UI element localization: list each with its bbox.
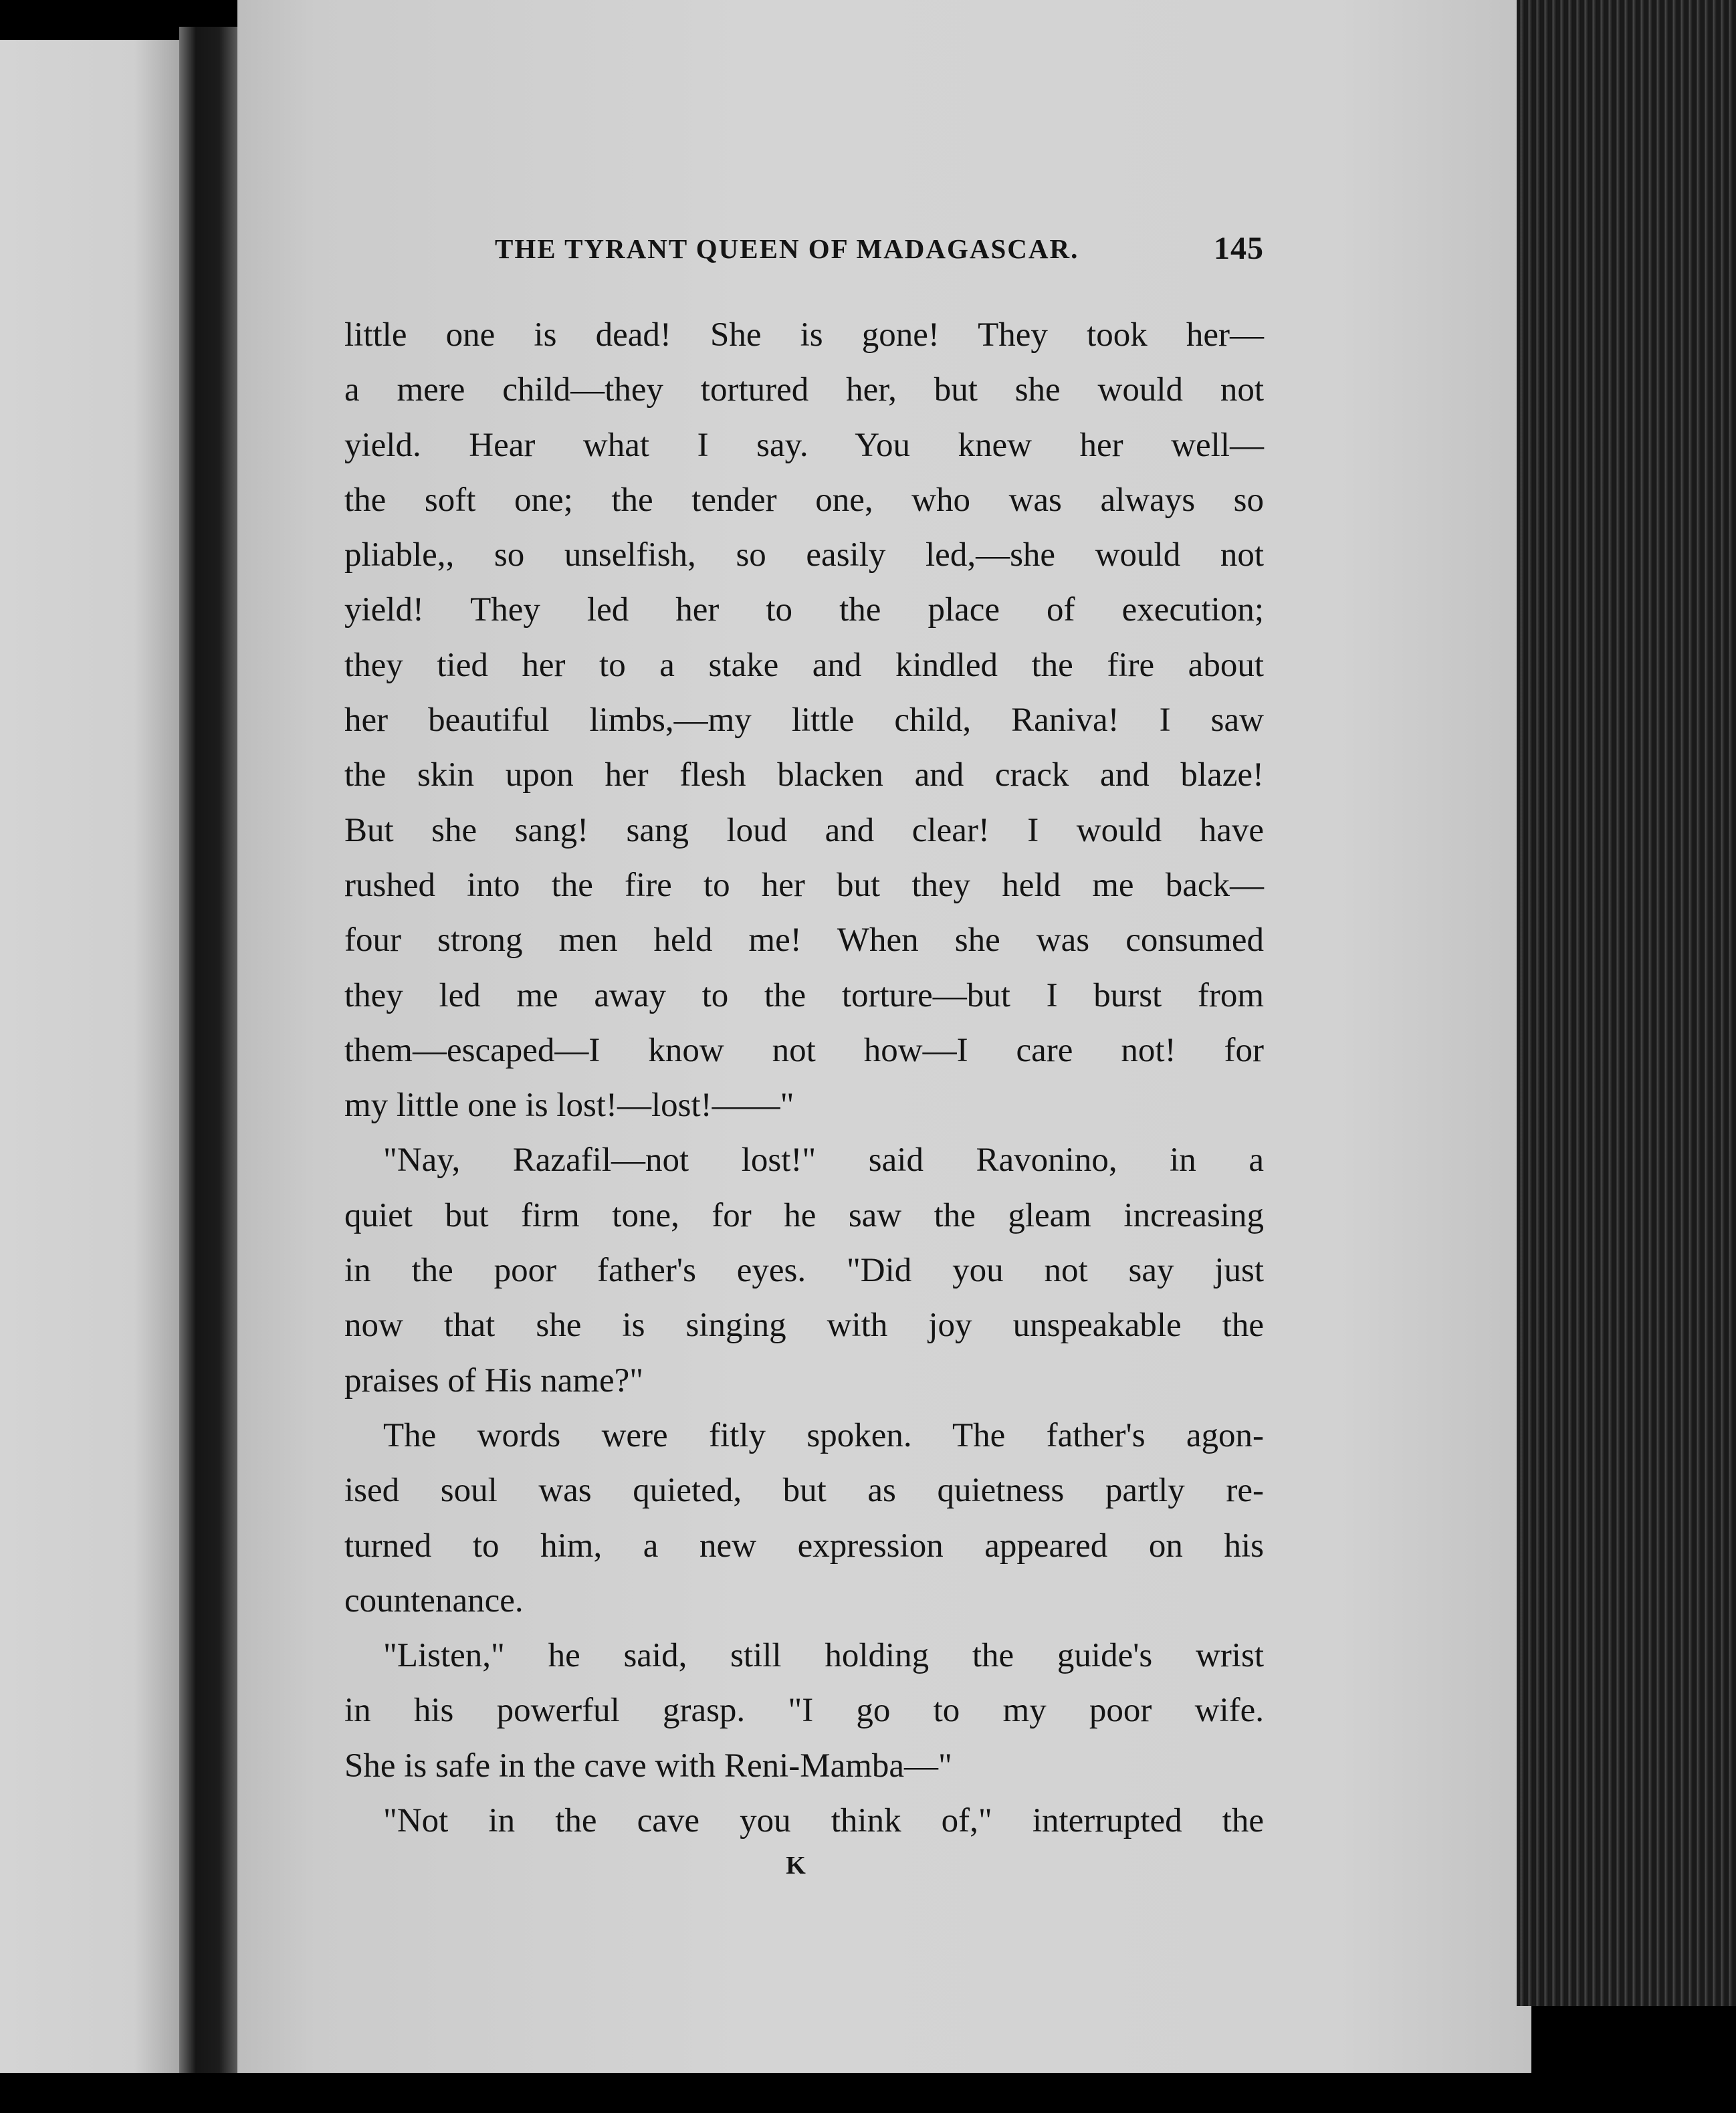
page-header: [495, 229, 1264, 269]
body-text: [344, 308, 1264, 1848]
text-line: they led me away to the torture—but I burst from: [344, 976, 1264, 1014]
text-line: pliable,, so unselfish, so easily led,—she would not: [344, 536, 1264, 574]
text-line: turned to him, a new expression appeared on his: [344, 1527, 1264, 1565]
running-title: THE TYRANT QUEEN OF MADAGASCAR.: [495, 233, 1079, 264]
text-line: quiet but firm tone, for he saw the gleam increasing: [344, 1196, 1264, 1234]
text-line: yield. Hear what I say. You knew her well—: [344, 426, 1264, 464]
signature-mark: K: [786, 1852, 806, 1880]
text-line: "Listen," he said, still holding the guide's wrist: [383, 1637, 1264, 1675]
page-edges: [1517, 0, 1736, 2006]
text-line: countenance.: [344, 1581, 524, 1620]
text-line: She is safe in the cave with Reni-Mamba—": [344, 1747, 952, 1785]
text-line: now that she is singing with joy unspeakable the: [344, 1307, 1264, 1345]
text-line: praises of His name?": [344, 1361, 644, 1400]
left-page: [0, 40, 179, 2073]
text-line: my little one is lost!—lost!——": [344, 1087, 794, 1125]
book-gutter: [179, 27, 246, 2086]
text-line: in his powerful grasp. "I go to my poor wife.: [344, 1692, 1264, 1730]
text-line: the skin upon her flesh blacken and crack and blaze!: [344, 756, 1264, 794]
text-line: The words were fitly spoken. The father's agon-: [383, 1416, 1264, 1454]
text-line: them—escaped—I know not how—I care not! for: [344, 1031, 1264, 1069]
text-line: the soft one; the tender one, who was always so: [344, 481, 1264, 519]
text-line: "Not in the cave you think of," interrupted the: [383, 1802, 1264, 1840]
text-line: her beautiful limbs,—my little child, Raniva! I saw: [344, 701, 1264, 740]
page-number: 145: [1214, 231, 1264, 266]
bottom-shadow: [0, 2073, 1736, 2113]
text-line: in the poor father's eyes. "Did you not say just: [344, 1252, 1264, 1290]
text-line: But she sang! sang loud and clear! I would have: [344, 811, 1264, 849]
text-line: a mere child—they tortured her, but she would not: [344, 371, 1264, 409]
text-line: little one is dead! She is gone! They took her—: [344, 316, 1264, 354]
text-line: ised soul was quieted, but as quietness partly re-: [344, 1472, 1264, 1510]
text-line: they tied her to a stake and kindled the fire about: [344, 646, 1264, 684]
text-line: yield! They led her to the place of execution;: [344, 591, 1264, 629]
text-line: rushed into the fire to her but they held me back—: [344, 866, 1264, 904]
text-line: "Nay, Razafil—not lost!" said Ravonino, in a: [383, 1141, 1264, 1180]
text-line: four strong men held me! When she was consumed: [344, 921, 1264, 960]
